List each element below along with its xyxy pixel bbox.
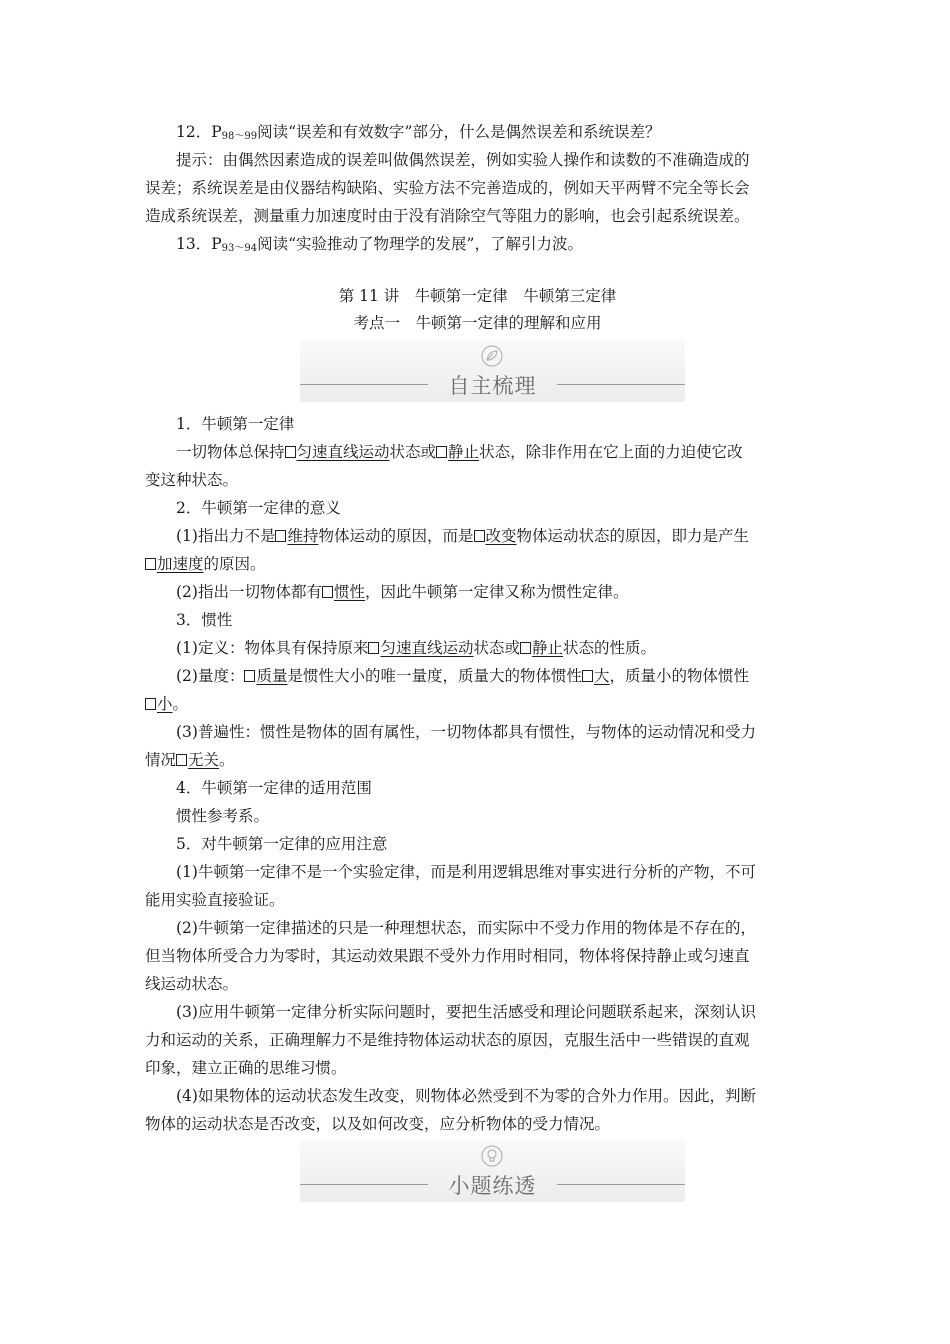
s2-p1-line-2: 加速度的原因。 xyxy=(145,550,810,578)
item-12-page-subscript: 98～99 xyxy=(221,131,258,142)
blank-box-icon xyxy=(436,446,447,458)
blank-answer: 维持 xyxy=(275,527,318,545)
s5-p2-line-1: (2)牛顿第一定律描述的只是一种理想状态，而实际中不受力作用的物体是不存在的， xyxy=(176,919,756,937)
blank-answer: 改变 xyxy=(474,527,517,545)
item-13-number: 13．P xyxy=(176,235,222,253)
hint-line-1: 提示：由偶然因素造成的误差叫做偶然误差，例如实验人操作和读数的不准确造成的 xyxy=(176,151,750,169)
s5-heading: 5．对牛顿第一定律的应用注意 xyxy=(176,835,388,853)
hint-line-3: 造成系统误差，测量重力加速度时由于没有消除空气等阻力的影响，也会引起系统误差。 xyxy=(145,207,750,225)
blank-box-icon xyxy=(244,670,255,682)
item-13 xyxy=(145,230,810,263)
bulb-icon xyxy=(480,1144,504,1168)
blank-box-icon xyxy=(520,642,531,654)
blank-box-icon xyxy=(145,698,156,710)
blank-answer: 匀速直线运动 xyxy=(285,443,390,461)
blank-box-icon xyxy=(176,754,187,766)
blank-answer: 质量 xyxy=(244,667,287,685)
s4-heading: 4．牛顿第一定律的适用范围 xyxy=(176,779,372,797)
s2-p2: (2)指出一切物体都有 惯性，因此牛顿第一定律又称为惯性定律。 xyxy=(176,583,629,601)
hint-line-2: 误差；系统误差是由仪器结构缺陷、实验方法不完善造成的，例如天平两臂不完全等长会 xyxy=(145,179,750,197)
s1-line-2: 变这种状态。 xyxy=(145,471,239,489)
blank-answer: 匀速直线运动 xyxy=(368,639,473,657)
item-12-question: 阅读“误差和有效数字”部分，什么是偶然误差和系统误差？ xyxy=(257,123,661,141)
blank-answer: 小 xyxy=(145,695,173,713)
s5-p2-line-3: 线运动状态。 xyxy=(145,975,239,993)
lecture-title: 第 11 讲 牛顿第一定律 牛顿第三定律 xyxy=(338,287,617,305)
kaodian-title: 考点一 牛顿第一定律的理解和应用 xyxy=(353,314,602,332)
s5-p3-line-3: 印象，建立正确的思维习惯。 xyxy=(145,1059,347,1077)
item-13-text: 阅读“实验推动了物理学的发展”，了解引力波。 xyxy=(257,235,583,253)
blank-box-icon xyxy=(474,530,485,542)
blank-box-icon xyxy=(145,558,156,570)
s1-line-1: 一切物体总保持 匀速直线运动状态或 静止状态，除非作用在它上面的力迫使它改 xyxy=(176,443,743,461)
s3-p1: (1)定义：物体具有保持原来 匀速直线运动状态或 静止状态的性质。 xyxy=(176,639,657,657)
s2-p1-line-1: (1)指出力不是 维持物体运动的原因，而是 改变物体运动状态的原因，即力是产生 xyxy=(176,527,750,545)
s3-p3-line-1: (3)普遍性：惯性是物体的固有属性，一切物体都具有惯性，与物体的运动情况和受力 xyxy=(176,723,756,741)
blank-answer: 加速度 xyxy=(145,555,204,573)
s3-p2-line-2: 小。 xyxy=(145,690,810,718)
s5-p3-line-2: 力和运动的关系，正确理解力不是维持物体运动状态的原因，克服生活中一些错误的直观 xyxy=(145,1031,750,1049)
item-12-number: 12．P xyxy=(176,123,222,141)
s2-heading: 2．牛顿第一定律的意义 xyxy=(176,499,341,517)
blank-box-icon xyxy=(275,530,286,542)
banner-title: 小题练透 xyxy=(448,1174,537,1198)
blank-answer: 大 xyxy=(582,667,610,685)
blank-box-icon xyxy=(322,586,333,598)
blank-answer: 无关 xyxy=(176,751,219,769)
blank-answer: 惯性 xyxy=(322,583,365,601)
section-banner-xiaoti xyxy=(300,1140,685,1202)
item-13-page-subscript: 93～94 xyxy=(221,243,258,254)
s3-p2-line-1: (2)量度： 质量是惯性大小的唯一量度，质量大的物体惯性 大，质量小的物体惯性 xyxy=(176,667,750,685)
blank-answer: 静止 xyxy=(520,639,563,657)
s3-heading: 3．惯性 xyxy=(176,611,233,629)
banner-title: 自主梳理 xyxy=(448,374,537,398)
blank-answer: 静止 xyxy=(436,443,479,461)
blank-box-icon xyxy=(582,670,593,682)
s5-p1-line-1: (1)牛顿第一定律不是一个实验定律，而是利用逻辑思维对事实进行分析的产物，不可 xyxy=(176,863,756,881)
s3-p3-line-2: 情况 无关。 xyxy=(145,751,235,769)
leaf-icon xyxy=(480,344,504,368)
s5-p1-line-2: 能用实验直接验证。 xyxy=(145,891,285,909)
s5-p2-line-2: 但当物体所受合力为零时，其运动效果跟不受外力作用时相同，物体将保持静止或匀速直 xyxy=(145,947,750,965)
s5-p4-line-1: (4)如果物体的运动状态发生改变，则物体必然受到不为零的合外力作用。因此，判断 xyxy=(176,1087,756,1105)
s4-body: 惯性参考系。 xyxy=(176,807,270,825)
blank-box-icon xyxy=(368,642,379,654)
blank-box-icon xyxy=(285,446,296,458)
section-banner-zizhu xyxy=(300,340,685,402)
s5-p3-line-1: (3)应用牛顿第一定律分析实际问题时，要把生活感受和理论问题联系起来，深刻认识 xyxy=(176,1003,756,1021)
s5-p4-line-2: 物体的运动状态是否改变，以及如何改变，应分析物体的受力情况。 xyxy=(145,1115,611,1133)
s1-heading: 1．牛顿第一定律 xyxy=(176,415,295,433)
